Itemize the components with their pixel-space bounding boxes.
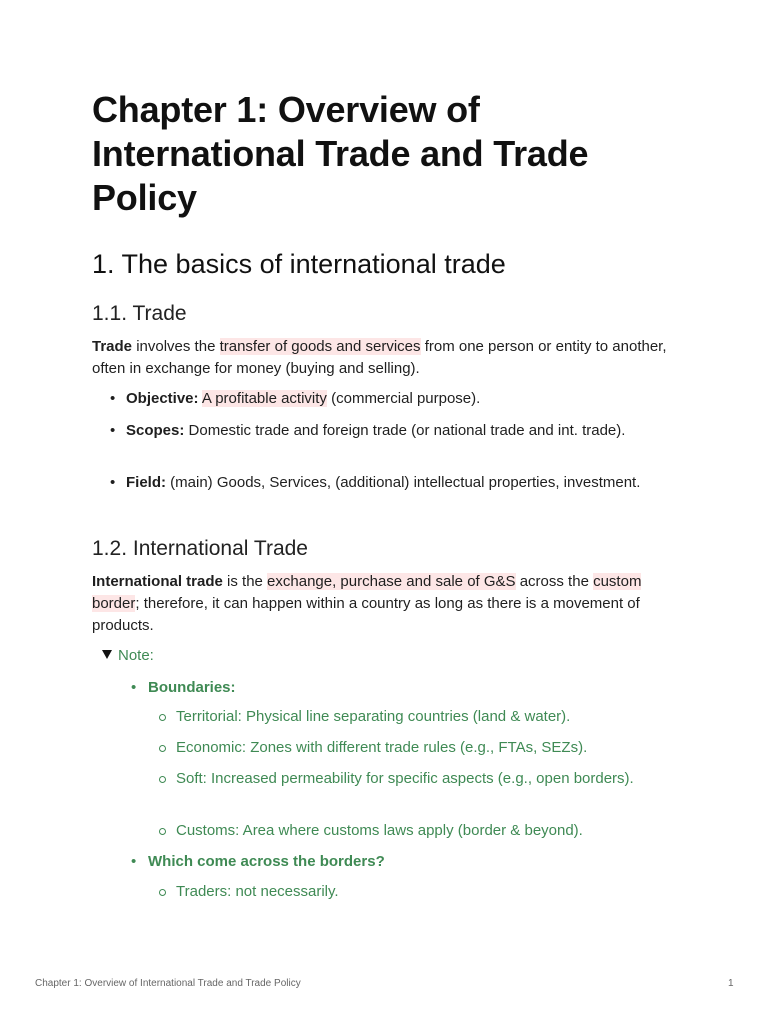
highlight: custom border <box>92 573 642 612</box>
trade-paragraph <box>92 336 682 380</box>
term-trade: Trade <box>92 338 133 355</box>
bullet-label: Objective: <box>126 390 199 407</box>
note-item-boundaries <box>148 677 678 699</box>
page-number: 1 <box>728 978 734 989</box>
list-item: Territorial: Physical line separating countries (land & water). <box>176 706 676 728</box>
text: across the <box>515 573 594 590</box>
subsection-heading-international-trade: 1.2. International Trade <box>92 537 308 560</box>
list-item: Traders: not necessarily. <box>176 881 676 903</box>
international-trade-paragraph <box>92 571 682 637</box>
bullet-label: Scopes: <box>126 422 185 439</box>
section-heading: 1. The basics of international trade <box>92 249 506 279</box>
list-item-objective <box>126 388 682 410</box>
highlight: A profitable activity <box>201 390 327 407</box>
bullet-text: (commercial purpose). <box>326 390 481 407</box>
text: ; therefore, it can happen within a country as long as there is a movement of products. <box>92 595 640 634</box>
subsection-heading-trade: 1.1. Trade <box>92 302 187 325</box>
list-item: Economic: Zones with different trade rules (e.g., FTAs, SEZs). <box>176 737 676 759</box>
list-item-field <box>126 472 682 494</box>
bullet-text: (main) Goods, Services, (additional) intellectual properties, investment. <box>166 474 641 491</box>
list-item: Soft: Increased permeability for specific aspects (e.g., open borders). <box>176 768 676 790</box>
chapter-title: Chapter 1: Overview of International Trade and Trade Policy <box>92 89 589 218</box>
bullet-label: Field: <box>126 474 166 491</box>
highlight: exchange, purchase and sale of G&S <box>267 573 516 590</box>
bullet-text: Domestic trade and foreign trade (or national trade and int. trade). <box>184 422 626 439</box>
bullet-label: Boundaries: <box>148 679 236 696</box>
highlight: transfer of goods and services <box>219 338 421 355</box>
triangle-down-icon[interactable] <box>102 650 112 659</box>
list-item-scopes <box>126 420 682 442</box>
term-international-trade: International trade <box>92 573 223 590</box>
note-toggle[interactable] <box>102 645 154 667</box>
note-label: Note: <box>118 647 154 664</box>
text: is the <box>222 573 268 590</box>
bullet-label: Which come across the borders? <box>148 853 385 870</box>
text: involves the <box>132 338 220 355</box>
list-item: Customs: Area where customs laws apply (border & beyond). <box>176 820 676 842</box>
note-item-across-borders <box>148 851 678 873</box>
text: from one person or entity to another, often in exchange for money (buying and selling). <box>92 338 667 377</box>
footer-title: Chapter 1: Overview of International Trade and Trade Policy <box>35 978 301 989</box>
